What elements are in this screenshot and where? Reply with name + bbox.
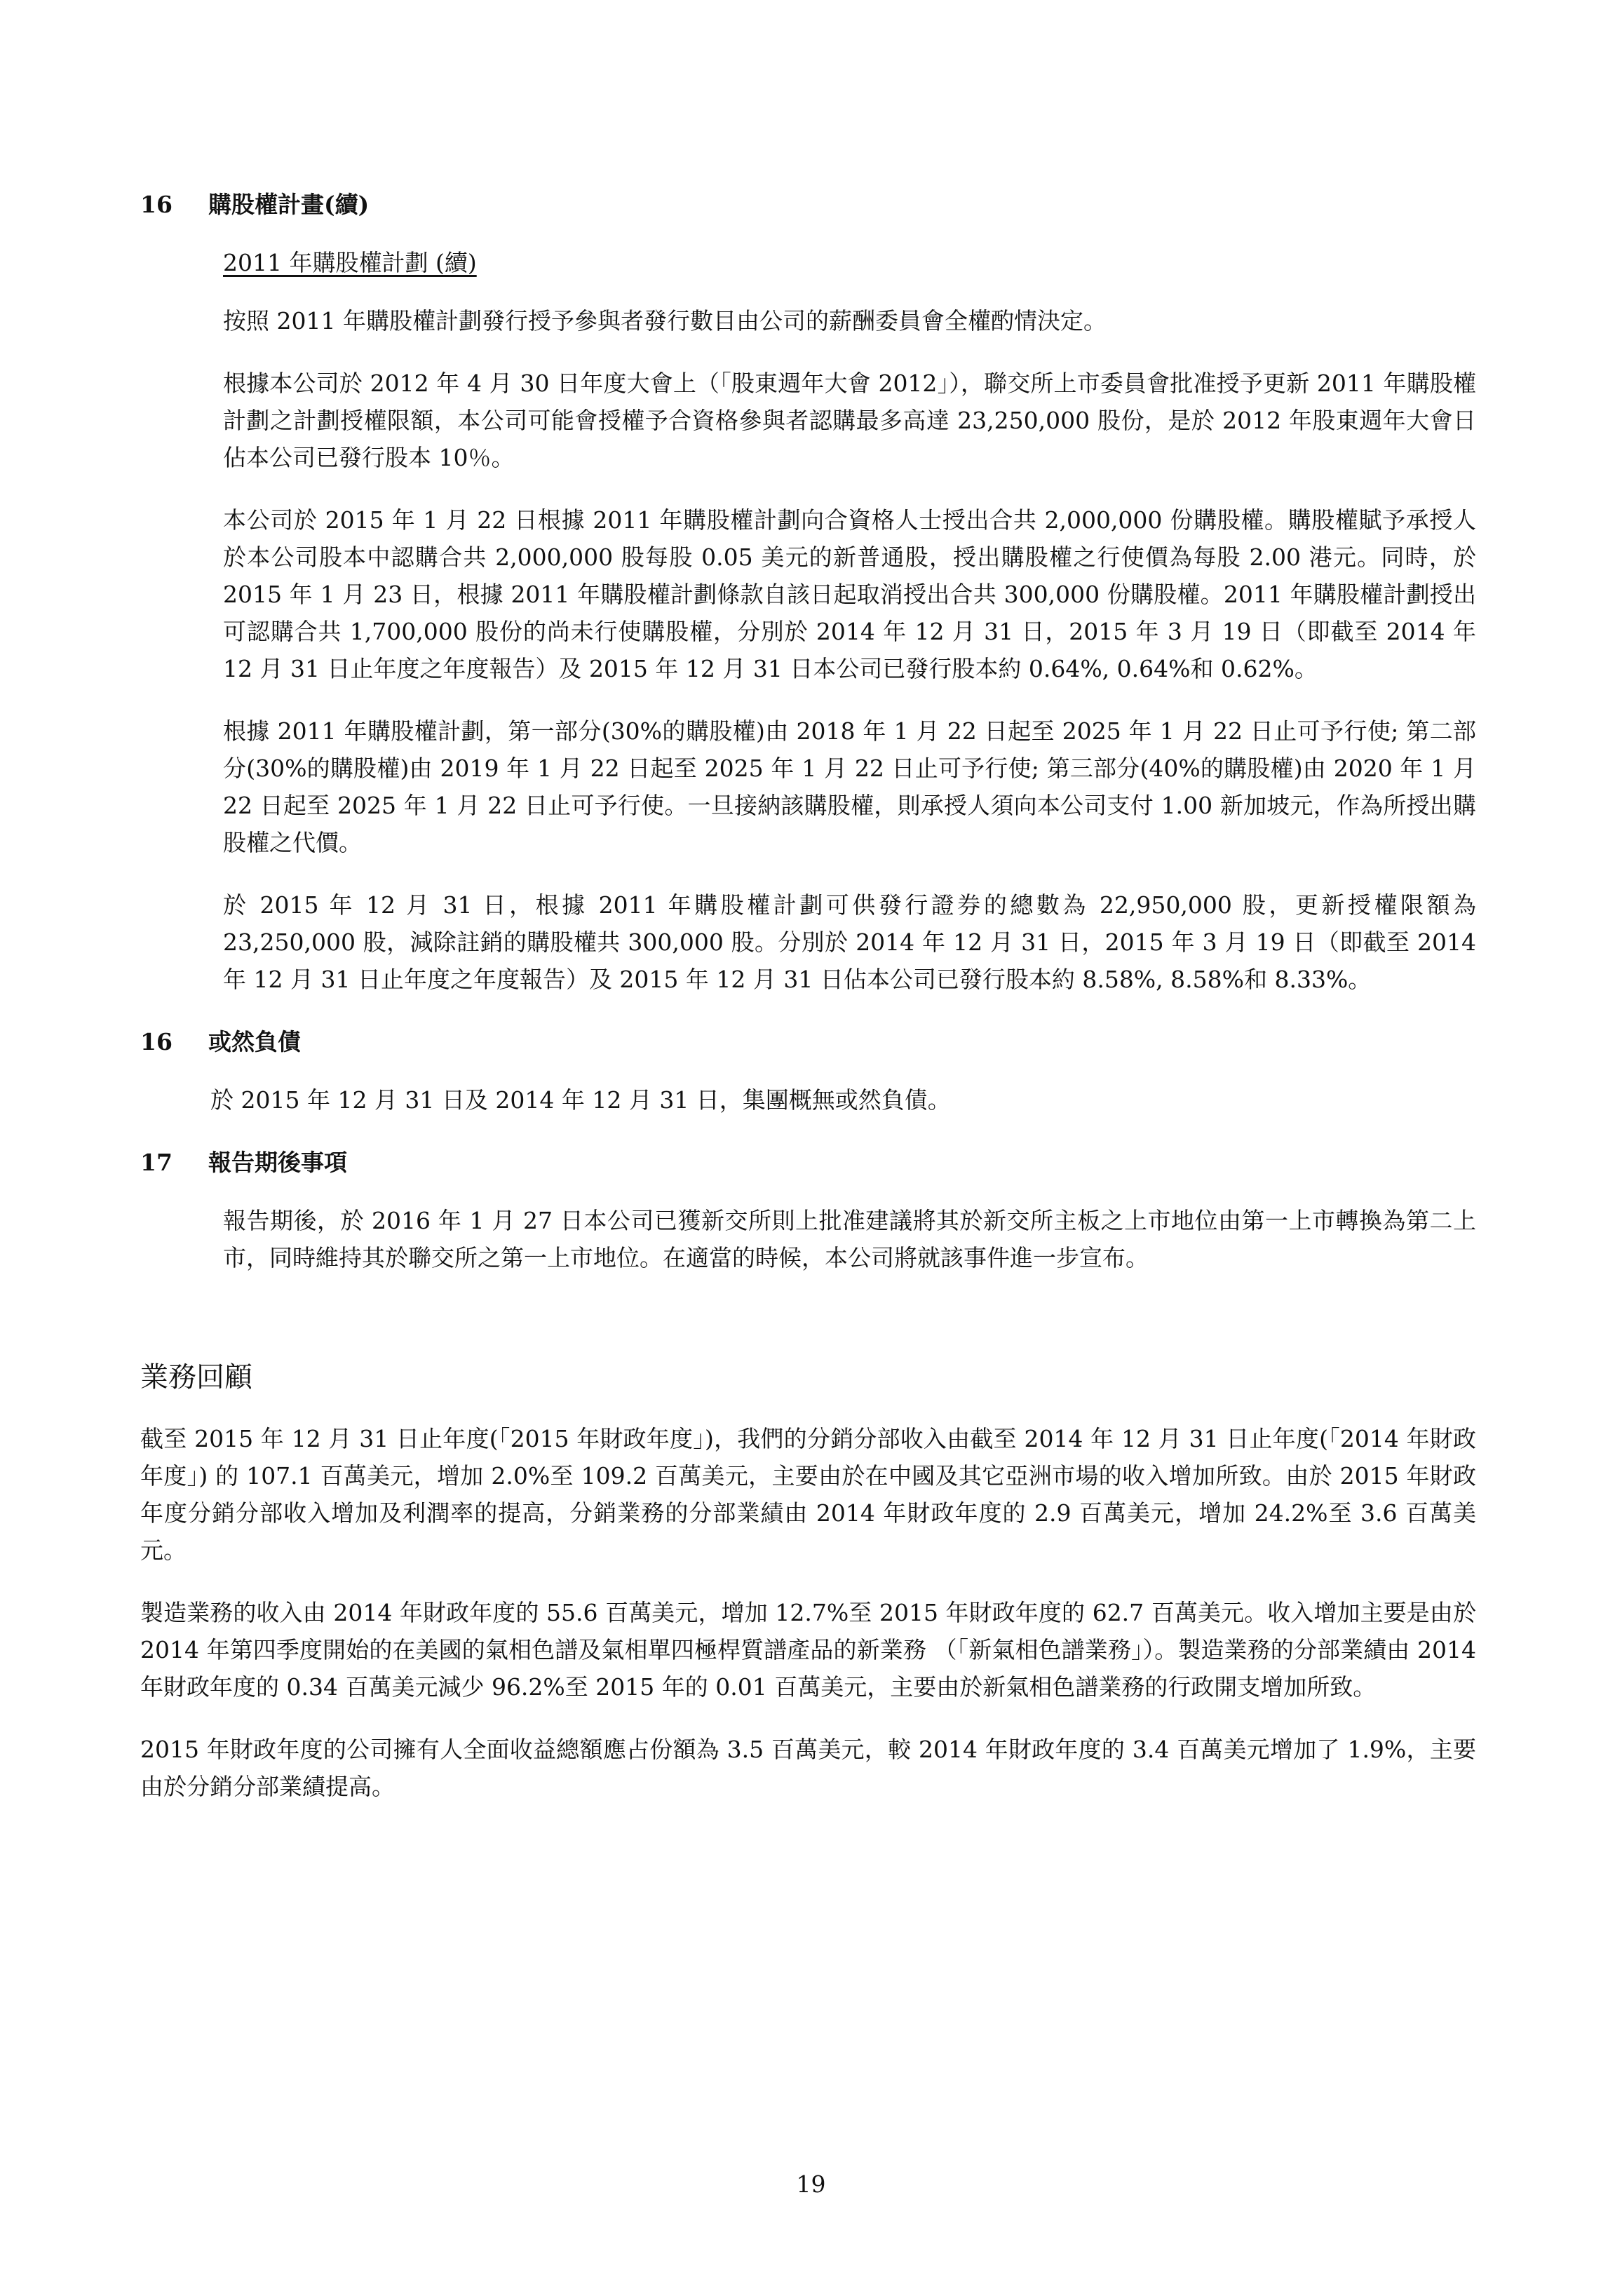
section-heading-share-option	[140, 186, 1482, 223]
paragraph: 截至 2015 年 12 月 31 日止年度(「2015 年財政年度」)，我們的分銷分部收入由截至 2014 年 12 月 31 日止年度(「2014 年財政年度」) 的 107.1 百萬美元，增加 2.0%至 109.2 百萬美元，主要由於在中國及其它亞洲市場的收入增加所致。由於 2015 年財政年度分銷分部收入增加及利潤率的提高，分銷業務的分部業績由 2014 年財政年度的 2.9 百萬美元，增加 24.2%至 3.6 百萬美元。	[140, 1425, 1476, 1564]
business-review-title: 業務回顧	[140, 1361, 252, 1393]
section-title: 或然負債	[208, 1028, 301, 1055]
section-number: 16	[140, 1028, 173, 1055]
section-heading-subsequent-events	[140, 1144, 1482, 1181]
paragraph: 2015 年財政年度的公司擁有人全面收益總額應占份額為 3.5 百萬美元，較 2014 年財政年度的 3.4 百萬美元增加了 1.9%，主要由於分銷分部業績提高。	[140, 1736, 1476, 1800]
section-number: 17	[140, 1149, 173, 1176]
paragraph: 按照 2011 年購股權計劃發行授予參與者發行數目由公司的薪酬委員會全權酌情決定。	[223, 307, 1107, 335]
paragraph: 報告期後，於 2016 年 1 月 27 日本公司已獲新交所則上批准建議將其於新交所主板之上市地位由第一上市轉換為第二上市，同時維持其於聯交所之第一上市地位。在適當的時候，本公司將就該事件進一步宣布。	[223, 1207, 1476, 1271]
paragraph: 於 2015 年 12 月 31 日及 2014 年 12 月 31 日，集團概無或然負債。	[210, 1086, 951, 1114]
section-heading-contingent-liabilities	[140, 1023, 1482, 1060]
paragraph: 於 2015 年 12 月 31 日，根據 2011 年購股權計劃可供發行證券的總數為 22,950,000 股，更新授權限額為 23,250,000 股，減除註銷的購股權共 300,000 股。分別於 2014 年 12 月 31 日，2015 年 3 月 19 日（即截至 2014 年 12 月 31 日止年度之年度報告）及 2015 年 12 月 31 日佔本公司已發行股本約 8.58%, 8.58%和 8.33%。	[223, 891, 1476, 993]
paragraph: 根據 2011 年購股權計劃，第一部分(30%的購股權)由 2018 年 1 月 22 日起至 2025 年 1 月 22 日止可予行使; 第二部分(30%的購股權)由 2019 年 1 月 22 日起至 2025 年 1 月 22 日止可予行使; 第三部分(40%的購股權)由 2020 年 1 月 22 日起至 2025 年 1 月 22 日止可予行使。一旦接納該購股權，則承授人須向本公司支付 1.00 新加坡元，作為所授出購股權之代價。	[223, 717, 1476, 856]
paragraph: 製造業務的收入由 2014 年財政年度的 55.6 百萬美元，增加 12.7%至 2015 年財政年度的 62.7 百萬美元。收入增加主要是由於 2014 年第四季度開始的在美國的氣相色譜及氣相單四極桿質譜產品的新業務 （「新氣相色譜業務」）。製造業務的分部業績由 2014 年財政年度的 0.34 百萬美元減少 96.2%至 2015 年的 0.01 百萬美元，主要由於新氣相色譜業務的行政開支增加所致。	[140, 1599, 1476, 1701]
paragraph: 根據本公司於 2012 年 4 月 30 日年度大會上（「股東週年大會 2012」），聯交所上市委員會批准授予更新 2011 年購股權計劃之計劃授權限額，本公司可能會授權予合資格參與者認購最多高達 23,250,000 股份，是於 2012 年股東週年大會日佔本公司已發行股本 10％。	[223, 370, 1476, 471]
section-title: 報告期後事項	[208, 1149, 347, 1176]
paragraph: 本公司於 2015 年 1 月 22 日根據 2011 年購股權計劃向合資格人士授出合共 2,000,000 份購股權。購股權賦予承授人於本公司股本中認購合共 2,000,000 股每股 0.05 美元的新普通股，授出購股權之行使價為每股 2.00 港元。同時，於 2015 年 1 月 23 日，根據 2011 年購股權計劃條款自該日起取消授出合共 300,000 份購股權。2011 年購股權計劃授出可認購合共 1,700,000 股份的尚未行使購股權，分別於 2014 年 12 月 31 日，2015 年 3 月 19 日（即截至 2014 年 12 月 31 日止年度之年度報告）及 2015 年 12 月 31 日本公司已發行股本約 0.64%, 0.64%和 0.62%。	[223, 506, 1476, 682]
section-number: 16	[140, 191, 173, 218]
section-title: 購股權計畫(續)	[208, 191, 370, 218]
subsection-title: 2011 年購股權計劃 (續)	[223, 249, 477, 276]
page-number: 19	[796, 2170, 826, 2198]
